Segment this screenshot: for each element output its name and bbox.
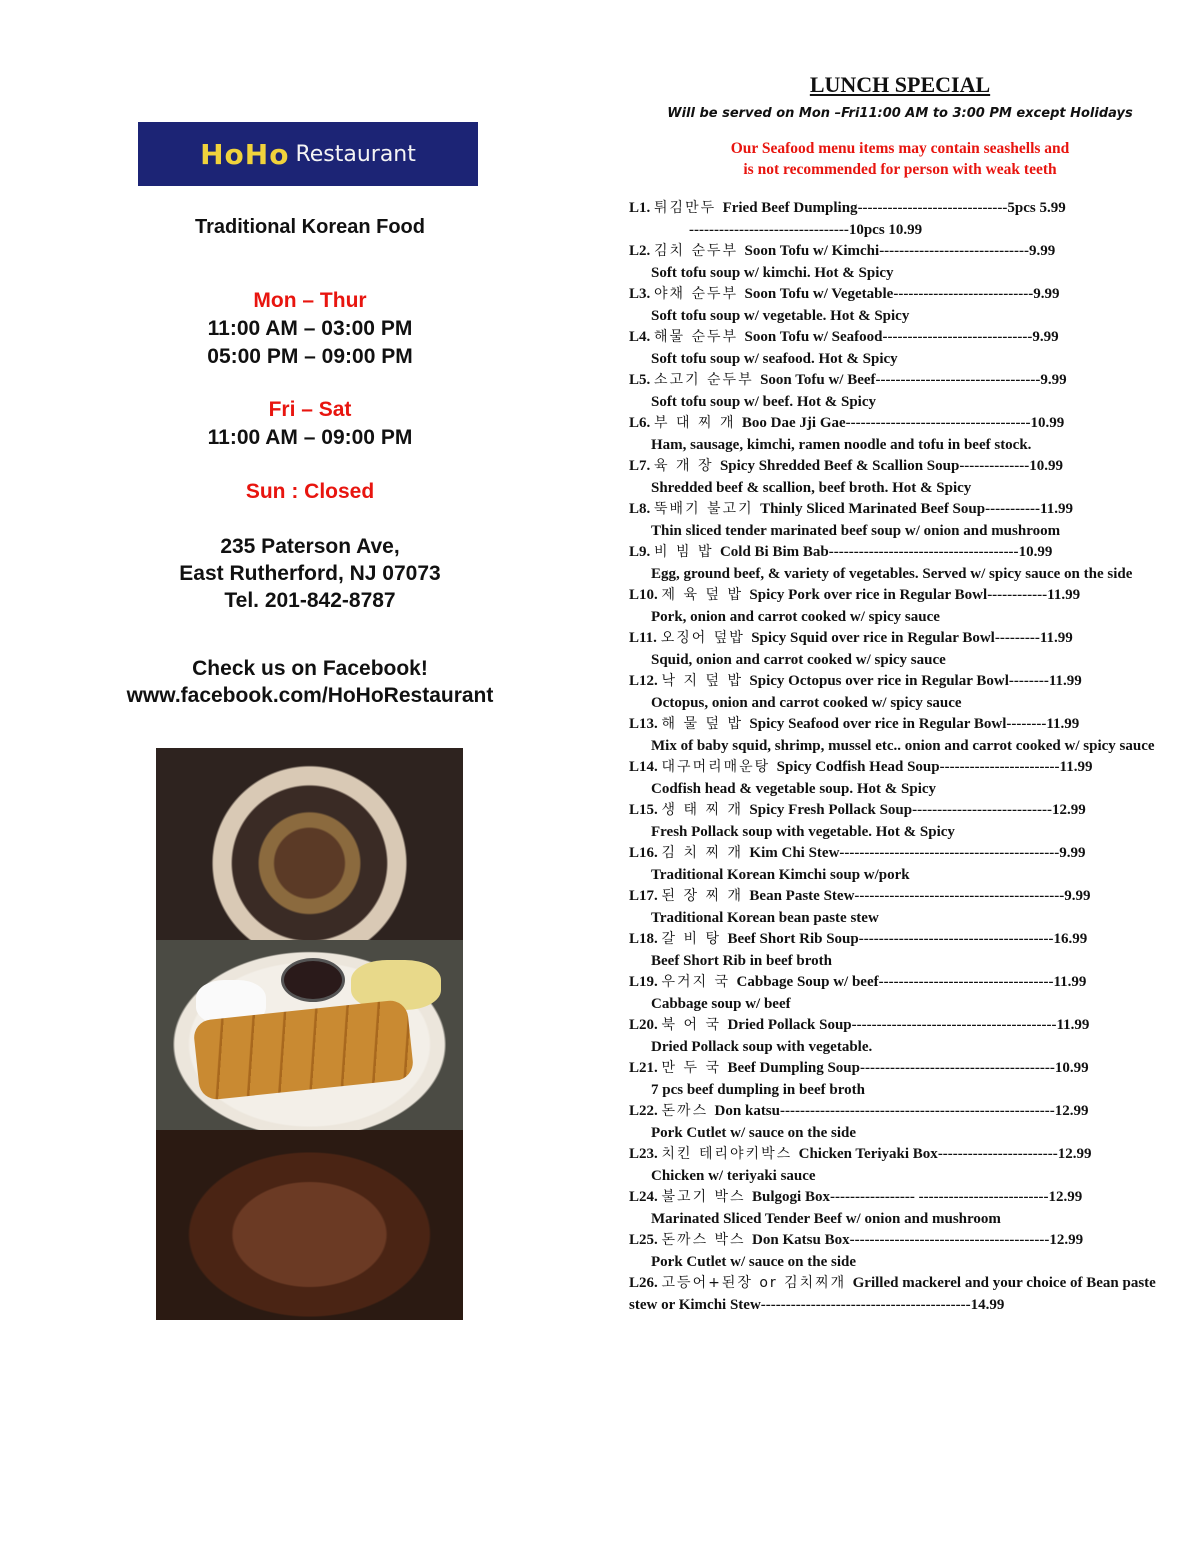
menu-item-name: Beef Short Rib Soup: [727, 931, 859, 947]
menu-item-description: Chicken w/ teriyaki sauce: [651, 1167, 816, 1184]
menu-item-korean-name: 제 육 덮 밥: [661, 587, 750, 603]
menu-item-name: Spicy Seafood over rice in Regular Bowl: [749, 716, 1007, 732]
hours-mon-thur-label: Mon – Thur: [253, 289, 367, 312]
menu-item-price: 9.99: [1064, 888, 1091, 904]
menu-item-name: Thinly Sliced Marinated Beef Soup: [760, 501, 986, 517]
menu-item-description: Soft tofu soup w/ seafood. Hot & Spicy: [651, 350, 898, 367]
menu-item-dashes: -----------------------------------------: [851, 1017, 1057, 1033]
menu-item-description: Ham, sausage, kimchi, ramen noodle and tofu in beef stock.: [651, 436, 1032, 453]
menu-item-description: Traditional Korean Kimchi soup w/pork: [651, 866, 910, 883]
menu-item-korean-name: 튀김만두: [654, 200, 723, 216]
menu-item-korean-name: 우거지 국: [661, 974, 737, 990]
menu-item: [629, 542, 1174, 585]
bulgogi-photo: [156, 1130, 463, 1320]
logo-hoho-text: HoHo: [200, 137, 290, 171]
menu-item-dashes: ------------------------: [939, 759, 1060, 775]
menu-item-description: Marinated Sliced Tender Beef w/ onion and mushroom: [651, 1210, 1001, 1227]
menu-item: [629, 671, 1174, 714]
menu-item-line: [629, 198, 1174, 220]
menu-item-code: L11.: [629, 630, 661, 646]
menu-item-dashes: ----------------------------: [912, 802, 1052, 818]
menu-item-line: [629, 499, 1174, 521]
menu-item-description: Traditional Korean bean paste stew: [651, 909, 879, 926]
menu-item-line: [629, 370, 1174, 392]
menu-item: [629, 757, 1174, 800]
menu-item-dashes: --------: [1006, 716, 1047, 732]
menu-item-line: [629, 456, 1174, 478]
menu-item-korean-name: 오징어 덮밥: [660, 630, 752, 646]
phone-number: Tel. 201-842-8787: [224, 589, 396, 612]
menu-item-name: Dried Pollack Soup: [727, 1017, 852, 1033]
menu-item-name: Bean Paste Stew: [749, 888, 855, 904]
menu-item-dashes: ---------------------------------: [875, 372, 1041, 388]
menu-item-name: Spicy Squid over rice in Regular Bowl: [751, 630, 995, 646]
menu-item-line: [629, 241, 1174, 263]
menu-item-korean-name: 해 물 덮 밥: [661, 716, 750, 732]
menu-item-price: 10.99: [1054, 1060, 1089, 1076]
menu-item-dashes: ----------------------------: [893, 286, 1034, 302]
menu-item-line: [629, 714, 1174, 736]
menu-item-price: 10.99: [1018, 544, 1053, 560]
menu-item-price: 10.99: [1029, 458, 1063, 474]
menu-item-korean-name: 김치 순두부: [654, 243, 745, 259]
lunch-special-title: LUNCH SPECIAL: [809, 72, 991, 97]
menu-item-korean-name: 고등어+된장 or 김치찌개: [661, 1275, 853, 1291]
lunch-menu-list: [629, 198, 1174, 1316]
menu-item-description: Codfish head & vegetable soup. Hot & Spicy: [651, 780, 937, 797]
menu-item-code: L16.: [629, 845, 662, 861]
menu-item-name: Soon Tofu w/ Seafood: [744, 329, 883, 345]
menu-item-code: L4.: [629, 329, 655, 345]
menu-item-code: L26.: [629, 1275, 662, 1291]
menu-item-line: [629, 1187, 1174, 1209]
hours-sunday: Sun : Closed: [245, 480, 375, 503]
menu-item-price: 5pcs 5.99: [1007, 200, 1066, 216]
menu-item-price: 11.99: [1040, 501, 1073, 517]
menu-item-code: L9.: [629, 544, 655, 560]
menu-item-code: L25.: [629, 1232, 662, 1248]
menu-item-korean-name: 김 치 찌 개: [661, 845, 750, 861]
hours-fri-sat-time: 11:00 AM – 09:00 PM: [207, 426, 413, 449]
menu-item-korean-name: 돈까스: [661, 1103, 715, 1119]
don-katsu-photo: [156, 940, 463, 1130]
menu-item-name: Spicy Codfish Head Soup: [776, 759, 940, 775]
hours-mon-thur-dinner: 05:00 PM – 09:00 PM: [207, 345, 413, 368]
menu-item-dashes: -------------------------------------: [845, 415, 1031, 431]
menu-item-code: L15.: [629, 802, 662, 818]
hours-mon-thur-lunch: 11:00 AM – 03:00 PM: [207, 317, 413, 340]
menu-item-price: 9.99: [1040, 372, 1067, 388]
menu-item-dashes: ---------: [994, 630, 1040, 646]
menu-item-code: L18.: [629, 931, 662, 947]
menu-item-code: L7.: [629, 458, 655, 474]
menu-item-code: L1.: [629, 200, 655, 216]
menu-item-description: Beef Short Rib in beef broth: [651, 952, 832, 969]
menu-item: [629, 1230, 1174, 1273]
menu-item-line: [629, 327, 1174, 349]
menu-item-korean-name: 불고기 박스: [661, 1189, 753, 1205]
menu-item-dashes: --------------: [959, 458, 1030, 474]
menu-item-name: Grilled mackerel and your choice of Bean paste stew or Kimchi Stew: [629, 1275, 1156, 1313]
address-block: [100, 533, 520, 614]
seafood-warning-line1: Our Seafood menu items may contain seashells and: [730, 140, 1070, 157]
menu-item-name: Spicy Fresh Pollack Soup: [749, 802, 913, 818]
menu-item-line: [629, 671, 1174, 693]
menu-item: [629, 929, 1174, 972]
address-street: 235 Paterson Ave,: [220, 535, 400, 558]
menu-item-line: [629, 1058, 1174, 1080]
menu-item-code: L24.: [629, 1189, 662, 1205]
menu-item-line: [629, 1273, 1174, 1316]
menu-item: [629, 499, 1174, 542]
menu-item-line: [629, 413, 1174, 435]
menu-item-name: Spicy Pork over rice in Regular Bowl: [749, 587, 988, 603]
menu-item-dashes: ----------------------------------------: [849, 1232, 1050, 1248]
menu-item-code: L6.: [629, 415, 655, 431]
menu-item: [629, 1101, 1174, 1144]
menu-item: [629, 241, 1174, 284]
menu-item-description: Dried Pollack soup with vegetable.: [651, 1038, 873, 1055]
menu-item-korean-name: 북 어 국: [661, 1017, 728, 1033]
menu-item-name: Cold Bi Bim Bab: [719, 544, 829, 560]
menu-item-dashes: ----------------- --------------------------: [829, 1189, 1049, 1205]
menu-item: [629, 972, 1174, 1015]
menu-item-korean-name: 만 두 국: [661, 1060, 728, 1076]
facebook-label: Check us on Facebook!: [192, 657, 428, 680]
served-hours-note: Will be served on Mon –Fri11:00 AM to 3:00 PM except Holidays: [667, 106, 1133, 121]
menu-item: [629, 714, 1174, 757]
menu-item-description: Fresh Pollack soup with vegetable. Hot & Spicy: [651, 823, 955, 840]
menu-item-code: L17.: [629, 888, 662, 904]
menu-item-line: [629, 1230, 1174, 1252]
menu-item-dashes: -------------------------------------------------------: [780, 1103, 1055, 1119]
menu-item-price: 16.99: [1053, 931, 1088, 947]
menu-item-description: Thin sliced tender marinated beef soup w/ onion and mushroom: [651, 522, 1061, 539]
menu-item-name: Spicy Shredded Beef & Scallion Soup: [719, 458, 960, 474]
menu-item: [629, 370, 1174, 413]
menu-item-korean-name: 돈까스 박스: [661, 1232, 753, 1248]
menu-item-name: Don Katsu Box: [752, 1232, 850, 1248]
menu-item-price: 11.99: [1039, 630, 1073, 646]
menu-item-code: L2.: [629, 243, 655, 259]
menu-item: [629, 1058, 1174, 1101]
menu-item-line: [629, 972, 1174, 994]
menu-item-korean-name: 소고기 순두부: [654, 372, 761, 388]
menu-item-line: [629, 843, 1174, 865]
menu-item-name: Beef Dumpling Soup: [727, 1060, 860, 1076]
menu-item-line: [629, 1144, 1174, 1166]
menu-item-line: [629, 284, 1174, 306]
menu-item: [629, 198, 1174, 241]
facebook-url: www.facebook.com/HoHoRestaurant: [126, 684, 494, 707]
menu-item-korean-name: 된 장 찌 개: [661, 888, 750, 904]
menu-item-code: L14.: [629, 759, 662, 775]
menu-item-price: 12.99: [1054, 1103, 1089, 1119]
menu-item-name: Soon Tofu w/ Beef: [760, 372, 876, 388]
menu-item-name: Soon Tofu w/ Kimchi: [744, 243, 880, 259]
menu-item-name: Don katsu: [714, 1103, 780, 1119]
menu-item-name: Chicken Teriyaki Box: [798, 1146, 938, 1162]
menu-item-dashes: ------------------------------------------: [760, 1296, 971, 1313]
seafood-warning-line2: is not recommended for person with weak teeth: [743, 161, 1057, 178]
menu-item-name: Boo Dae Jji Gae: [741, 415, 846, 431]
facebook-block: [100, 655, 520, 709]
menu-item-code: L3.: [629, 286, 655, 302]
menu-item-description: Octopus, onion and carrot cooked w/ spicy sauce: [651, 694, 962, 711]
menu-item-description: Soft tofu soup w/ beef. Hot & Spicy: [651, 393, 877, 410]
menu-item-korean-name: 야채 순두부: [654, 286, 745, 302]
hours-mon-thur: [100, 287, 520, 371]
menu-item-korean-name: 갈 비 탕: [661, 931, 728, 947]
menu-item-dashes: --------------------------------------------: [839, 845, 1060, 861]
menu-item-price: 11.99: [1048, 673, 1082, 689]
hours-fri-sat: [100, 396, 520, 452]
menu-item-dashes: ------------------------------: [857, 200, 1008, 216]
menu-item-code: L22.: [629, 1103, 662, 1119]
menu-item-line: [629, 1015, 1174, 1037]
menu-item-korean-name: 뚝배기 불고기: [654, 501, 761, 517]
menu-item-price: 14.99: [970, 1296, 1005, 1313]
menu-item-line: [629, 1101, 1174, 1123]
menu-item-line: [629, 757, 1174, 779]
menu-item-code: L23.: [629, 1146, 662, 1162]
menu-item-price: 11.99: [1059, 759, 1093, 775]
menu-item-name: Cabbage Soup w/ beef: [736, 974, 879, 990]
menu-item-name: Bulgogi Box: [752, 1189, 830, 1205]
menu-item: [629, 413, 1174, 456]
tagline: Traditional Korean Food: [194, 216, 425, 238]
menu-item-code: L19.: [629, 974, 662, 990]
menu-item: [629, 327, 1174, 370]
menu-item: [629, 284, 1174, 327]
menu-item-description: Soft tofu soup w/ kimchi. Hot & Spicy: [651, 264, 894, 281]
menu-item: [629, 1273, 1174, 1316]
menu-item-code: L5.: [629, 372, 655, 388]
menu-item-code: L10.: [629, 587, 662, 603]
menu-item: [629, 1144, 1174, 1187]
menu-item-price: 11.99: [1046, 716, 1080, 732]
menu-item-price: 9.99: [1033, 286, 1060, 302]
menu-item-code: L20.: [629, 1017, 662, 1033]
menu-item-price: 12.99: [1048, 1189, 1083, 1205]
menu-item-description: Pork Cutlet w/ sauce on the side: [651, 1253, 856, 1270]
bibimbap-photo: [156, 748, 463, 940]
menu-item: [629, 456, 1174, 499]
menu-item-price: 9.99: [1029, 243, 1056, 259]
menu-item-line: [629, 628, 1174, 650]
menu-item-name: Kim Chi Stew: [749, 845, 840, 861]
menu-item-line: [629, 886, 1174, 908]
menu-item-korean-name: 대구머리매운탕: [661, 759, 777, 775]
menu-item-code: L13.: [629, 716, 662, 732]
menu-item-korean-name: 부 대 찌 개: [654, 415, 742, 431]
menu-item-code: L12.: [629, 673, 662, 689]
menu-item-description: Pork Cutlet w/ sauce on the side: [651, 1124, 856, 1141]
hours-fri-sat-label: Fri – Sat: [268, 398, 352, 421]
menu-item-name: Soon Tofu w/ Vegetable: [744, 286, 894, 302]
menu-item-price: 9.99: [1032, 329, 1059, 345]
menu-item-price: 12.99: [1057, 1146, 1092, 1162]
menu-item-description: Egg, ground beef, & variety of vegetables. Served w/ spicy sauce on the side: [651, 565, 1133, 582]
menu-item-dashes: ------------------------: [937, 1146, 1058, 1162]
menu-item-description: Pork, onion and carrot cooked w/ spicy sauce: [651, 608, 940, 625]
menu-item: [629, 628, 1174, 671]
menu-item-price: 9.99: [1059, 845, 1086, 861]
menu-item-price: 11.99: [1053, 974, 1087, 990]
menu-item-dashes: --------: [1008, 673, 1049, 689]
menu-item-dashes: --------------------------------------: [828, 544, 1019, 560]
menu-item-code: L21.: [629, 1060, 662, 1076]
menu-item-price: 12.99: [1049, 1232, 1084, 1248]
menu-item-code: L8.: [629, 501, 655, 517]
menu-item-dashes: ------------------------------------------: [854, 888, 1065, 904]
menu-item-extra-price: --------------------------------10pcs 10.99: [689, 221, 923, 238]
menu-item-dashes: ---------------------------------------: [860, 1060, 1055, 1076]
menu-item: [629, 843, 1174, 886]
menu-item-korean-name: 비 빔 밥: [654, 544, 720, 560]
menu-item-dashes: ------------------------------: [882, 329, 1033, 345]
logo-restaurant-text: Restaurant: [295, 141, 416, 167]
menu-item-description: 7 pcs beef dumpling in beef broth: [651, 1081, 865, 1098]
restaurant-logo: [138, 122, 478, 186]
menu-item-dashes: ------------: [987, 587, 1048, 603]
menu-item-price: 10.99: [1030, 415, 1065, 431]
menu-item-dashes: -----------------------------------: [878, 974, 1054, 990]
menu-item-line: [629, 929, 1174, 951]
menu-item-korean-name: 해물 순두부: [654, 329, 745, 345]
menu-item-description: Cabbage soup w/ beef: [651, 995, 791, 1012]
menu-item-description: Squid, onion and carrot cooked w/ spicy sauce: [651, 651, 946, 668]
menu-item-price: 11.99: [1047, 587, 1081, 603]
menu-item-name: Spicy Octopus over rice in Regular Bowl: [749, 673, 1009, 689]
menu-item-dashes: ------------------------------: [879, 243, 1030, 259]
seafood-warning: [640, 138, 1160, 180]
menu-item-price: 12.99: [1051, 802, 1086, 818]
menu-item-price: 11.99: [1056, 1017, 1090, 1033]
address-city: East Rutherford, NJ 07073: [179, 562, 441, 585]
menu-item-description: Shredded beef & scallion, beef broth. Hot & Spicy: [651, 479, 972, 496]
menu-item: [629, 886, 1174, 929]
menu-item-description: Mix of baby squid, shrimp, mussel etc.. onion and carrot cooked w/ spicy sauce: [651, 737, 1155, 754]
menu-item-name: Fried Beef Dumpling: [722, 200, 858, 216]
menu-item-korean-name: 치킨 테리야키박스: [661, 1146, 799, 1162]
menu-item: [629, 585, 1174, 628]
menu-item-dashes: -----------: [985, 501, 1041, 517]
menu-item-line: [629, 800, 1174, 822]
menu-item-korean-name: 낙 지 덮 밥: [661, 673, 750, 689]
menu-item: [629, 800, 1174, 843]
menu-item-dashes: ---------------------------------------: [858, 931, 1054, 947]
menu-item: [629, 1015, 1174, 1058]
sauce-bowl-shape: [281, 958, 345, 1002]
menu-item-korean-name: 육 개 장: [654, 458, 720, 474]
menu-item-description: Soft tofu soup w/ vegetable. Hot & Spicy: [651, 307, 910, 324]
menu-item-line: [629, 542, 1174, 564]
menu-item-line: [629, 585, 1174, 607]
menu-item-korean-name: 생 태 찌 개: [661, 802, 750, 818]
menu-item: [629, 1187, 1174, 1230]
